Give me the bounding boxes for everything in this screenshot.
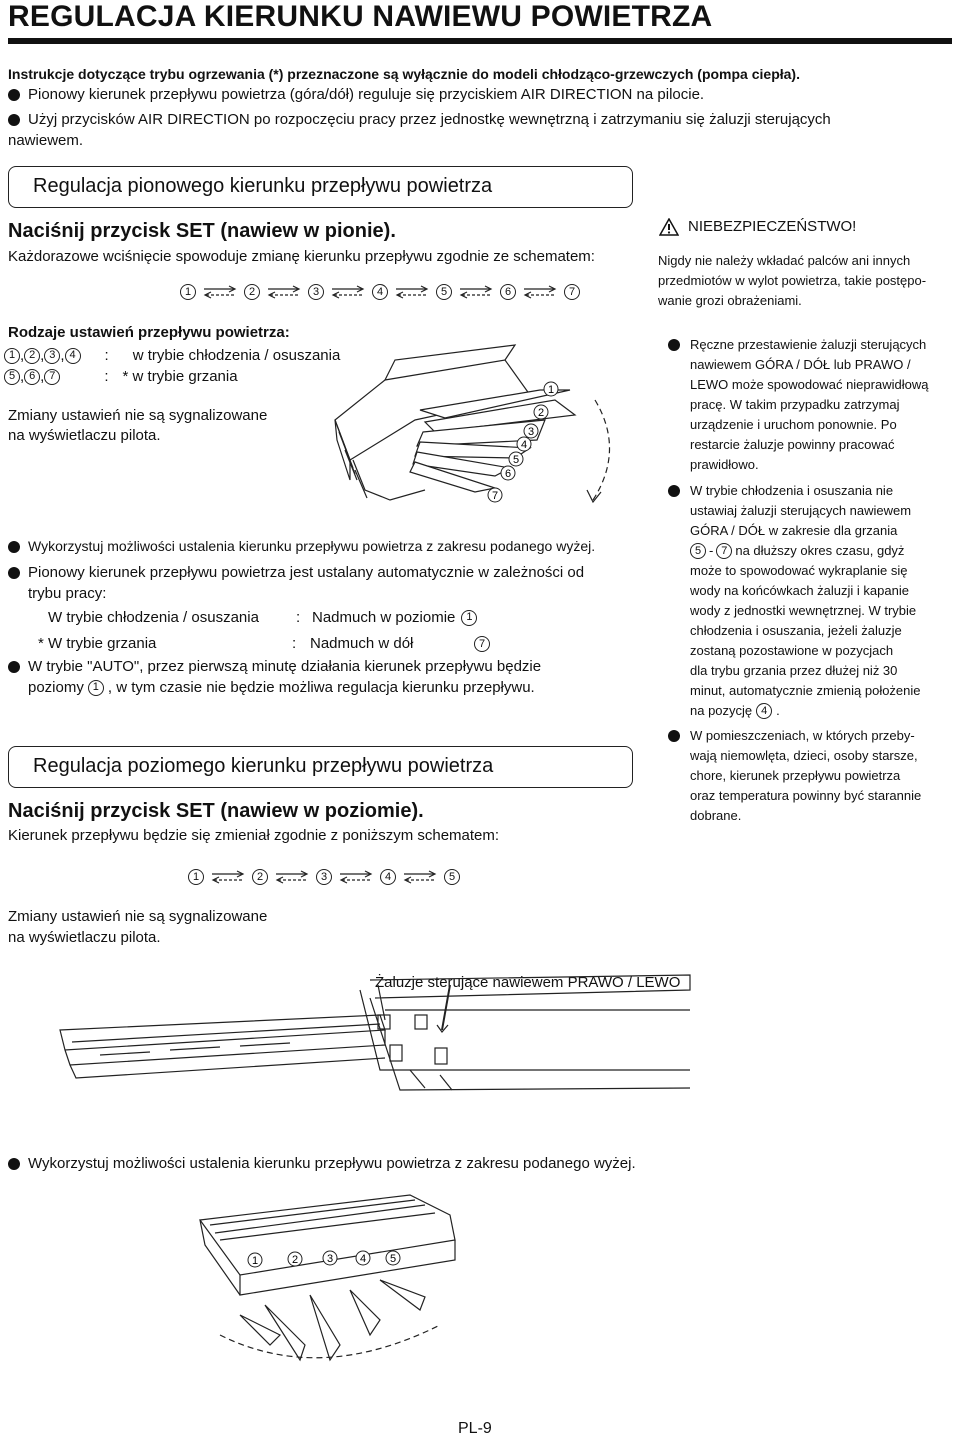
comma: , bbox=[60, 347, 65, 364]
auto-bullet-2: trybu pracy: bbox=[28, 585, 107, 602]
right-bullet-2 bbox=[690, 481, 921, 721]
auto-heat-label: * W trybie grzania bbox=[38, 635, 157, 652]
bullet-icon bbox=[8, 567, 20, 579]
auto-mode-2 bbox=[28, 677, 535, 698]
num-circle: 7 bbox=[564, 284, 580, 300]
num-circle: 2 bbox=[252, 869, 268, 885]
text-line: dobrane. bbox=[690, 808, 742, 823]
double-arrow-icon bbox=[394, 284, 430, 300]
num-circle: 6 bbox=[500, 284, 516, 300]
text-line: dla trybu grzania przez dłużej niż 30 bbox=[690, 663, 898, 678]
text-line: oraz temperatura powinny być starannie bbox=[690, 788, 922, 803]
bullet-icon bbox=[8, 114, 20, 126]
double-arrow-icon bbox=[338, 869, 374, 885]
horizontal-press: Naciśnij przycisk SET (nawiew w poziomie). bbox=[8, 800, 424, 822]
text-line: minut, automatycznie zmienią położenie bbox=[690, 683, 921, 698]
text-line: może to spowodować wykraplanie się bbox=[690, 563, 908, 578]
period: . bbox=[776, 703, 780, 718]
warning-line-3: wanie grozi obrażeniami. bbox=[658, 293, 802, 308]
double-arrow-icon bbox=[522, 284, 558, 300]
no-signal-1: Zmiany ustawień nie są sygnalizowane bbox=[8, 407, 268, 424]
text-line: nawiewem GÓRA / DÓŁ lub PRAWO / bbox=[690, 357, 911, 372]
text-line: prawidłowo. bbox=[690, 457, 759, 472]
auto-mode-1: W trybie "AUTO", przez pierwszą minutę działania kierunek przepływu będzie bbox=[28, 658, 542, 675]
auto-heat-sep: : bbox=[292, 635, 297, 652]
text-line: urządzenie i uruchom ponownie. Po bbox=[690, 417, 897, 432]
louver-label: Żaluzje sterujące nawiewem PRAWO / LEWO bbox=[375, 974, 681, 991]
num-circle: 4 bbox=[380, 869, 396, 885]
double-arrow-icon bbox=[210, 869, 246, 885]
title-rule bbox=[8, 38, 952, 44]
auto-cool-value bbox=[312, 607, 477, 628]
colon: : bbox=[104, 347, 109, 364]
intro-bullet-2b: nawiewem. bbox=[8, 132, 84, 149]
vertical-heading: Regulacja pionowego kierunku przepływu powietrza bbox=[33, 175, 493, 197]
double-arrow-icon bbox=[274, 869, 310, 885]
diagram-number: 4 bbox=[359, 1253, 367, 1265]
intro-bullet-2a: Użyj przycisków AIR DIRECTION po rozpoczęciu pracy przez jednostkę wewnętrzną i zatrzymaniu się żaluzji sterujących bbox=[28, 111, 831, 128]
page-title: REGULACJA KIERUNKU NAWIEWU POWIETRZA bbox=[8, 0, 713, 33]
comma: , bbox=[40, 368, 45, 385]
vertical-bullet-range: Wykorzystuj możliwości ustalenia kierunku przepływu powietrza z zakresu podanego wyżej. bbox=[28, 538, 596, 554]
num-circle: 3 bbox=[308, 284, 324, 300]
double-arrow-icon bbox=[202, 284, 238, 300]
right-bullet-2-line: W trybie chłodzenia i osuszania nie bbox=[690, 483, 894, 498]
num-circle: 7 bbox=[44, 369, 60, 385]
text-line: LEWO może spowodować nieprawidłową bbox=[690, 377, 929, 392]
num-circle: 1 bbox=[188, 869, 204, 885]
diagram-number: 3 bbox=[326, 1253, 334, 1265]
auto-cool-text: Nadmuch w poziomie bbox=[312, 609, 456, 626]
diagram-number: 3 bbox=[527, 426, 535, 438]
horizontal-heading: Regulacja poziomego kierunku przepływu powietrza bbox=[33, 755, 494, 777]
right-bullet-3 bbox=[690, 726, 921, 826]
right-bullet-2-last-text: na pozycję bbox=[690, 703, 753, 718]
text-line: wody z jednostki wewnętrznej. W trybie bbox=[690, 603, 917, 618]
num-circle: 6 bbox=[24, 369, 40, 385]
right-bullet-2-line: GÓRA / DÓŁ w zakresie dla grzania bbox=[690, 523, 898, 538]
no-signal-2: na wyświetlaczu pilota. bbox=[8, 427, 161, 444]
diagram-number: 7 bbox=[491, 490, 499, 502]
right-bullet-2-last bbox=[690, 701, 921, 721]
vertical-press: Naciśnij przycisk SET (nawiew w pionie). bbox=[8, 220, 396, 242]
text-line: zostaną pozostawione w pozycjach bbox=[690, 643, 894, 658]
bullet-icon bbox=[8, 1158, 20, 1170]
warning-line-1: Nigdy nie należy wkładać palców ani innych bbox=[658, 253, 911, 268]
num-circle: 5 bbox=[4, 369, 20, 385]
num-circle: 3 bbox=[44, 348, 60, 364]
num-circle: 4 bbox=[65, 348, 81, 364]
diagram-number: 1 bbox=[547, 384, 555, 396]
auto-bullet-1: Pionowy kierunek przepływu powietrza jest ustalany automatycznie w zależności od bbox=[28, 564, 585, 581]
page-number: PL-9 bbox=[458, 1420, 492, 1437]
text-line: wody na końcówkach żaluzji i kapanie bbox=[690, 583, 909, 598]
vertical-heading-box bbox=[8, 166, 633, 208]
num-circle: 5 bbox=[436, 284, 452, 300]
diagram-number: 2 bbox=[291, 1254, 299, 1266]
horizontal-heading-box bbox=[8, 746, 633, 788]
right-bullet-2-range bbox=[690, 541, 921, 561]
num-circle: 7 bbox=[716, 543, 732, 559]
num-circle: 2 bbox=[244, 284, 260, 300]
double-arrow-icon bbox=[458, 284, 494, 300]
bullet-icon bbox=[668, 485, 680, 497]
num-circle: 1 bbox=[461, 610, 477, 626]
colon: : bbox=[104, 368, 109, 385]
right-bullet-1 bbox=[690, 335, 928, 475]
bullet-icon bbox=[668, 730, 680, 742]
warning-line-2: przedmiotów w wylot powietrza, takie postępo- bbox=[658, 273, 927, 288]
num-circle: 7 bbox=[474, 636, 490, 652]
num-circle: 1 bbox=[180, 284, 196, 300]
intro-note: Instrukcje dotyczące trybu ogrzewania (*) przeznaczone są wyłącznie do modeli chłodząco-grzewczych (pompa ciepła). bbox=[8, 66, 800, 82]
auto-cool-label: W trybie chłodzenia / osuszania bbox=[48, 609, 259, 626]
h-no-signal-2: na wyświetlaczu pilota. bbox=[8, 929, 161, 946]
auto-mode-text-a: poziomy bbox=[28, 679, 84, 696]
heat-types-text: * w trybie grzania bbox=[122, 368, 238, 385]
horizontal-desc: Kierunek przepływu będzie się zmieniał zgodnie z poniższym schematem: bbox=[8, 827, 500, 844]
diagram-number: 2 bbox=[537, 407, 545, 419]
comma: , bbox=[20, 347, 25, 364]
cool-types-row bbox=[4, 345, 340, 366]
num-circle: 4 bbox=[372, 284, 388, 300]
auto-mode-text-b: , w tym czasie nie będzie możliwa regulacja kierunku przepływu. bbox=[107, 679, 535, 696]
text-line: chłodzenia i osuszania, jeżeli żaluzje bbox=[690, 623, 902, 638]
diagram-number: 6 bbox=[504, 468, 512, 480]
right-bullet-2-line: na dłuższy okres czasu, gdyż bbox=[735, 543, 905, 558]
vertical-desc: Każdorazowe wciśnięcie spowoduje zmianę kierunku przepływu zgodnie ze schematem: bbox=[8, 248, 595, 265]
horizontal-range-diagram bbox=[180, 1185, 470, 1375]
comma: , bbox=[40, 347, 45, 364]
h-no-signal-1: Zmiany ustawień nie są sygnalizowane bbox=[8, 908, 268, 925]
text-line: W pomieszczeniach, w których przeby- bbox=[690, 728, 915, 743]
intro-bullet-1: Pionowy kierunek przepływu powietrza (góra/dół) reguluje się przyciskiem AIR DIRECTION na pilocie. bbox=[28, 86, 705, 103]
heat-types-row bbox=[4, 366, 238, 387]
diagram-number: 5 bbox=[389, 1253, 397, 1265]
text-line: pracę. W takim przypadku zatrzymaj bbox=[690, 397, 900, 412]
num-circle: 5 bbox=[690, 543, 706, 559]
bullet-icon bbox=[668, 339, 680, 351]
bullet-icon bbox=[8, 541, 20, 553]
text-line: wają niemowlęta, dzieci, osoby starsze, bbox=[690, 748, 918, 763]
num-circle: 1 bbox=[4, 348, 20, 364]
horizontal-louver-diagram bbox=[40, 970, 710, 1120]
dash: - bbox=[709, 543, 714, 558]
double-arrow-icon bbox=[402, 869, 438, 885]
comma: , bbox=[20, 368, 25, 385]
warning-triangle-icon bbox=[659, 218, 679, 236]
double-arrow-icon bbox=[330, 284, 366, 300]
double-arrow-icon bbox=[266, 284, 302, 300]
right-bullet-2-line: ustawiaj żaluzji sterujących nawiewem bbox=[690, 503, 912, 518]
warning-title: NIEBEZPIECZEŃSTWO! bbox=[688, 218, 857, 235]
vertical-sequence bbox=[180, 284, 580, 300]
num-circle: 1 bbox=[88, 680, 104, 696]
horizontal-sequence bbox=[188, 869, 460, 885]
diagram-number: 5 bbox=[512, 454, 520, 466]
auto-cool-sep: : bbox=[296, 609, 301, 626]
types-title: Rodzaje ustawień przepływu powietrza: bbox=[8, 324, 290, 341]
num-circle: 2 bbox=[24, 348, 40, 364]
text-line: restarcie żaluzje powinny pracować bbox=[690, 437, 895, 452]
num-circle: 4 bbox=[756, 703, 772, 719]
horizontal-bullet-range: Wykorzystuj możliwości ustalenia kierunku przepływu powietrza z zakresu podanego wyżej. bbox=[28, 1155, 636, 1172]
num-circle: 5 bbox=[444, 869, 460, 885]
bullet-icon bbox=[8, 661, 20, 673]
text-line: Ręczne przestawienie żaluzji sterujących bbox=[690, 337, 927, 352]
bullet-icon bbox=[8, 89, 20, 101]
num-circle: 3 bbox=[316, 869, 332, 885]
text-line: chore, kierunek przepływu powietrza bbox=[690, 768, 901, 783]
auto-heat-text: Nadmuch w dół bbox=[310, 635, 414, 652]
diagram-number: 1 bbox=[251, 1255, 259, 1267]
diagram-number: 4 bbox=[520, 439, 528, 451]
vertical-louver-diagram bbox=[325, 340, 645, 520]
right-bullet-2-rest bbox=[690, 561, 921, 701]
cool-types-text: w trybie chłodzenia / osuszania bbox=[132, 347, 341, 364]
